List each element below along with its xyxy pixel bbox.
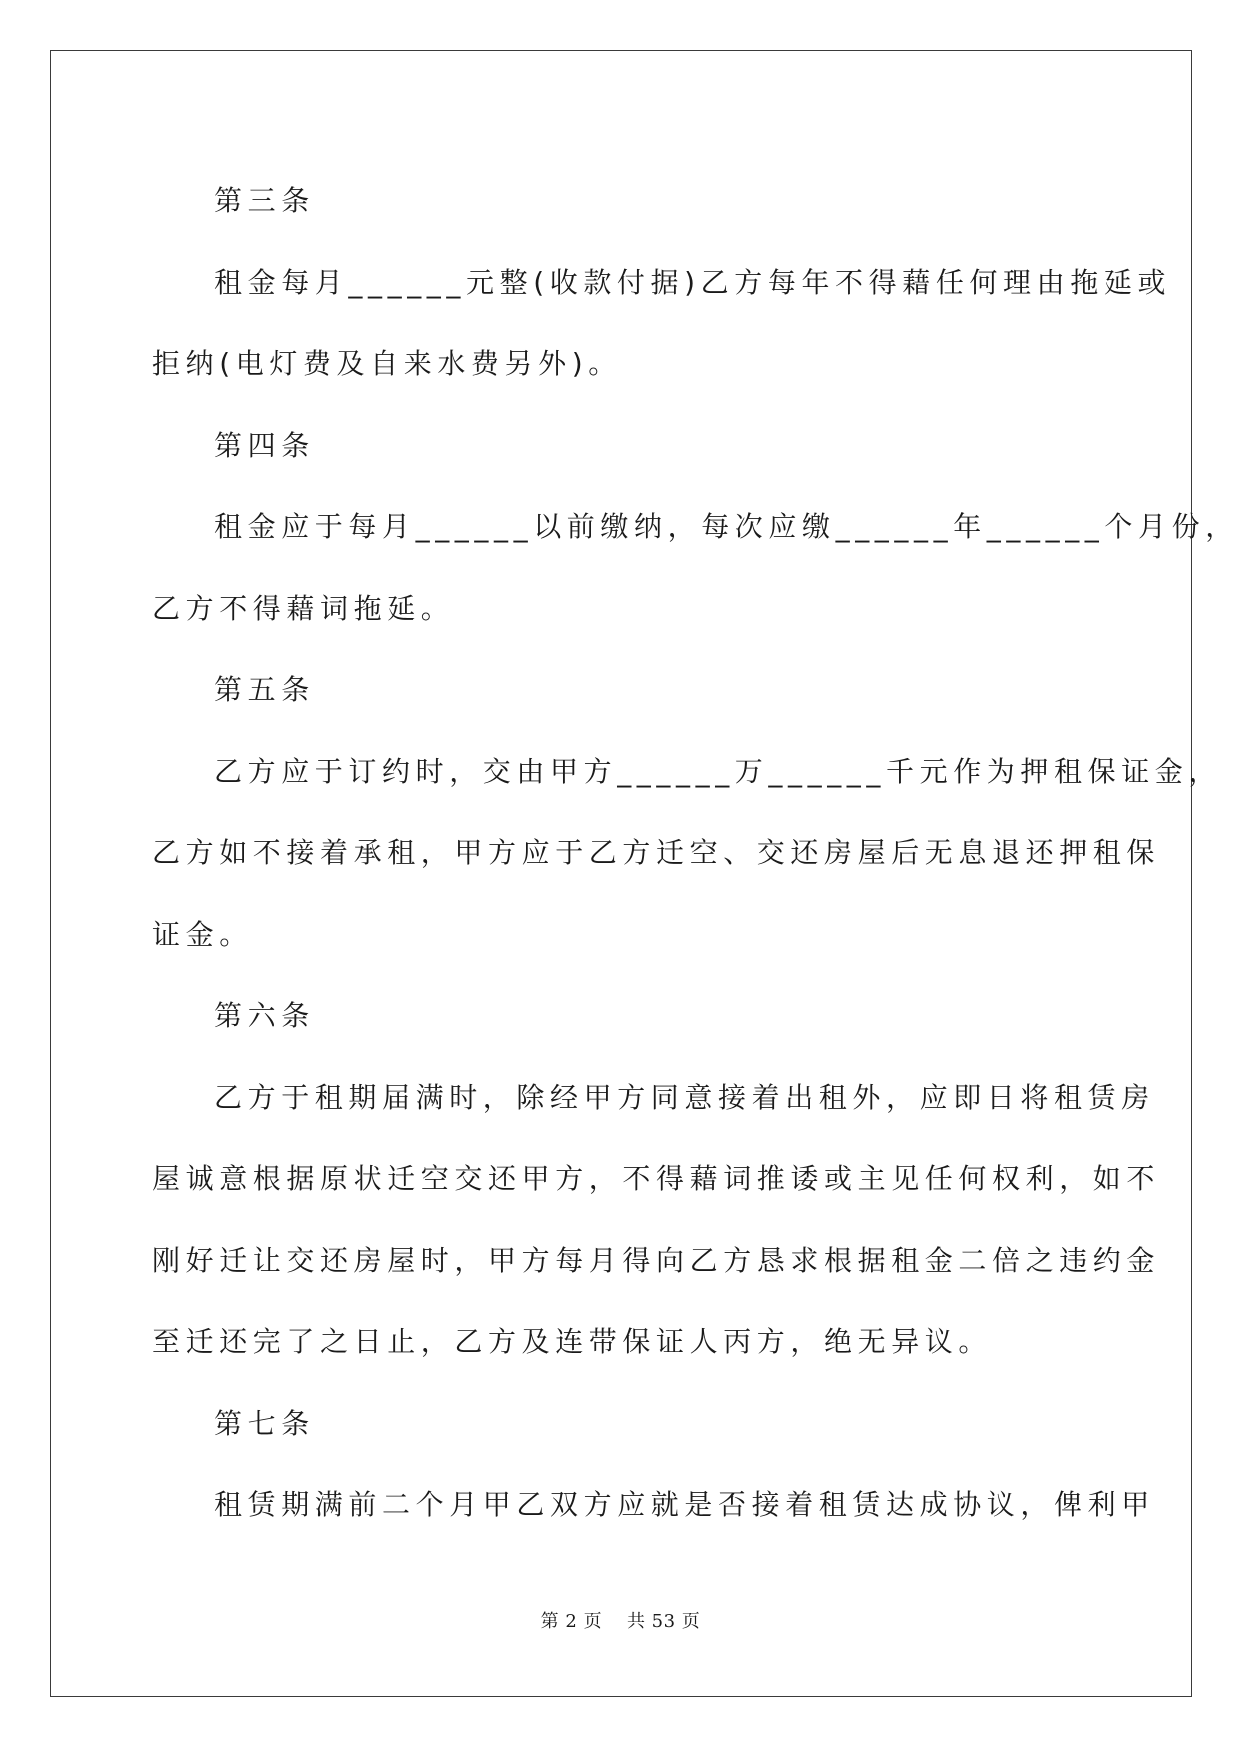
- paragraph-line: 租赁期满前二个月甲乙双方应就是否接着租赁达成协议，俾利甲: [214, 1488, 1155, 1521]
- article-heading: 第五条: [214, 673, 315, 706]
- article-heading: 第七条: [214, 1406, 315, 1440]
- paragraph-line: 证金。: [152, 917, 253, 951]
- paragraph-line: 拒纳(电灯费及自来水费另外)。: [152, 347, 622, 380]
- paragraph-line: 乙方于租期届满时，除经甲方同意接着出租外，应即日将租赁房: [214, 1080, 1155, 1114]
- article-heading: 第六条: [214, 999, 315, 1032]
- paragraph-line: 乙方不得藉词拖延。: [152, 591, 455, 625]
- paragraph-line: 刚好迁让交还房屋时，甲方每月得向乙方恳求根据租金二倍之违约金: [152, 1243, 1161, 1277]
- article-heading: 第四条: [214, 428, 315, 462]
- page-number-footer: [0, 1607, 1241, 1633]
- paragraph-line: 至迁还完了之日止，乙方及连带保证人丙方，绝无异议。: [152, 1325, 993, 1358]
- paragraph-line: 乙方如不接着承租，甲方应于乙方迁空、交还房屋后无息退还押租保: [152, 836, 1161, 869]
- paragraph-line: 乙方应于订约时，交由甲方______万______千元作为押租保证金，: [214, 754, 1223, 788]
- paragraph-line: 租金应于每月______以前缴纳，每次应缴______年______个月份，: [214, 510, 1239, 543]
- page-number-label: 第 2 页 共 53 页: [540, 1611, 701, 1632]
- article-heading: 第三条: [214, 184, 315, 217]
- paragraph-line: 租金每月______元整(收款付据)乙方每年不得藉任何理由拖延或: [214, 265, 1172, 299]
- document-body: [152, 160, 1239, 1546]
- paragraph-line: 屋诚意根据原状迁空交还甲方，不得藉词推诿或主见任何权利，如不: [152, 1162, 1161, 1195]
